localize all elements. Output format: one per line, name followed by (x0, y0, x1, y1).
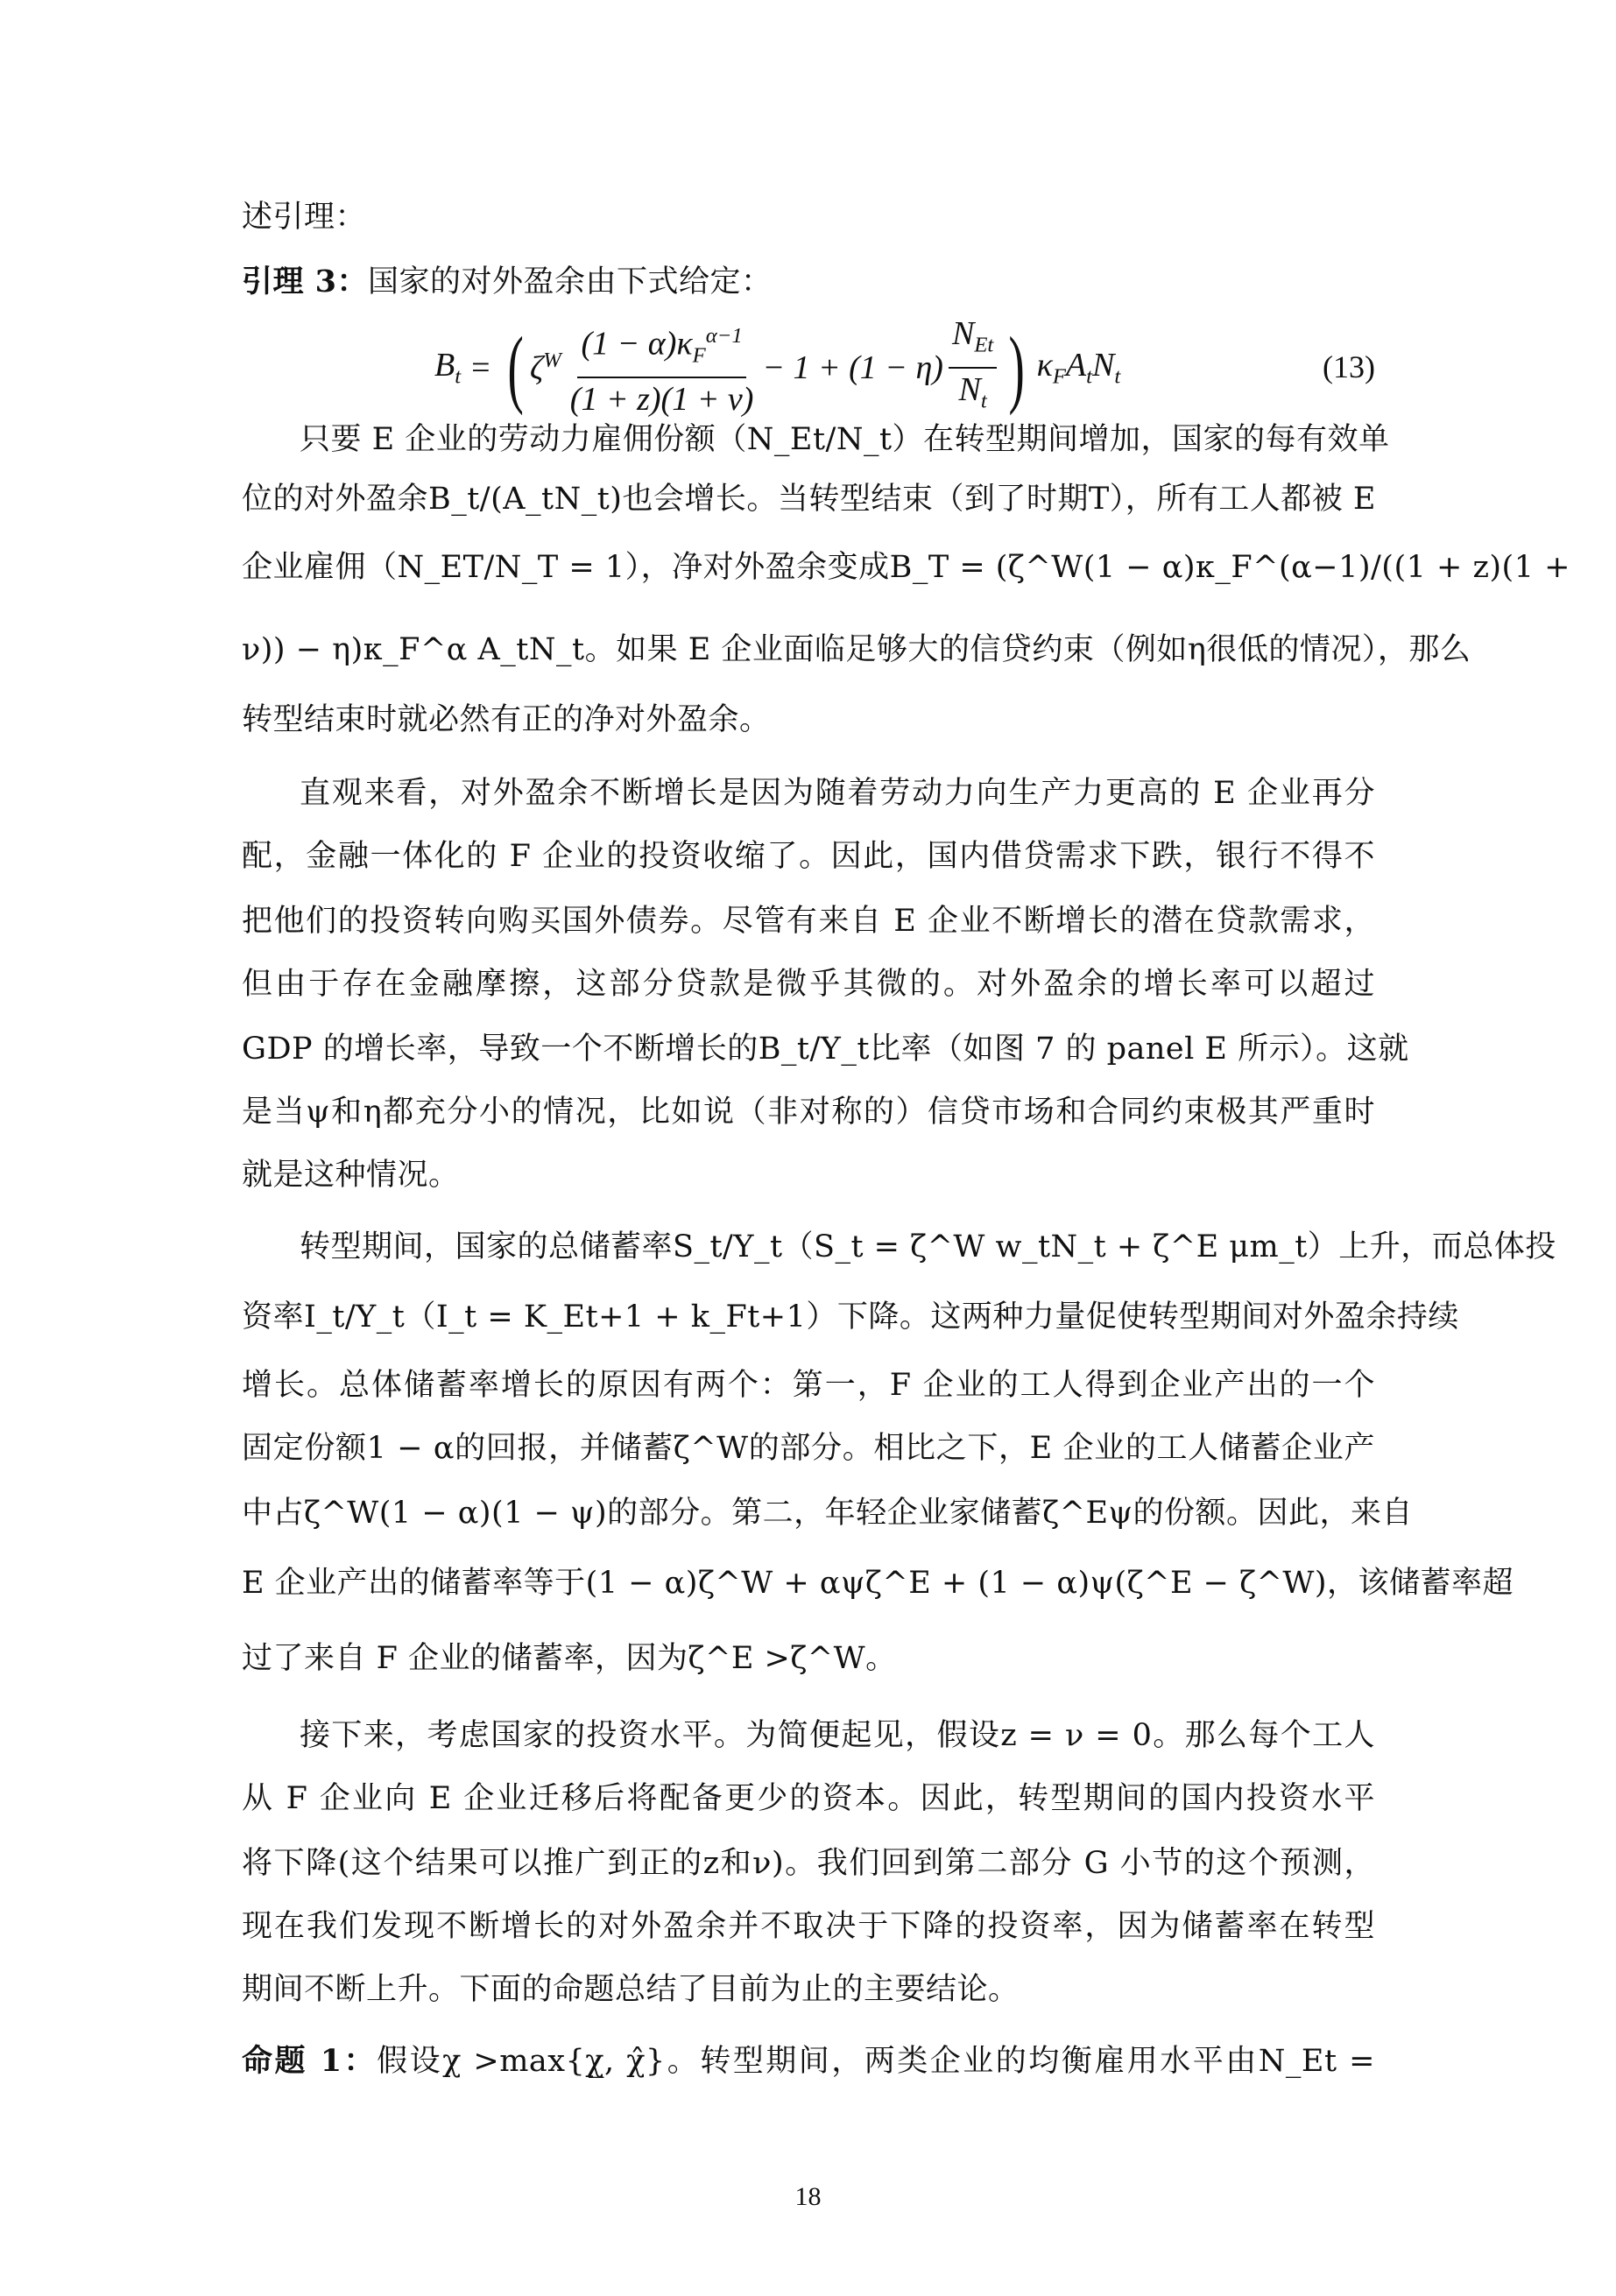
paragraph-line: ν)) − η)κ_F^α A_tN_t。如果 E 企业面临足够大的信贷约束（例如η很低的情况），那么 (242, 632, 1471, 667)
paragraph-line: 就是这种情况。 (242, 1158, 460, 1193)
continuation-text: 述引理： (242, 200, 367, 235)
lemma-text: 国家的对外盈余由下式给定： (368, 264, 773, 299)
paragraph-line: 固定份额1 − α的回报，并储蓄ζ^W的部分。相比之下，E 企业的工人储蓄企业产 (242, 1431, 1375, 1466)
proposition-label: 命题 1： (242, 2043, 378, 2079)
fraction-1: $\frac{(1 - \alpha)\kappa_F^{\alpha-1}}{(1 + z)(1 + \nu)}$ (567, 317, 758, 419)
eq-zeta: $\zeta^W$ (529, 348, 561, 387)
eq-lhs: $B_t$ (434, 347, 462, 389)
paragraph-line: 企业雇佣（N_ET/N_T = 1），净对外盈余变成B_T = (ζ^W(1 − α)κ_F^(α−1)/((1 + z)(1 + (242, 550, 1570, 585)
lemma-heading (242, 263, 1375, 301)
paragraph-line: 只要 E 企业的劳动力雇佣份额（N_Et/N_t）在转型期间增加，国家的每有效单 (300, 422, 1390, 457)
lemma-label: 引理 3： (242, 264, 369, 299)
right-paren: ) (1008, 319, 1026, 416)
paragraph-line: E 企业产出的储蓄率等于(1 − α)ζ^W + αψζ^E + (1 − α)ψ(ζ^E − ζ^W)，该储蓄率超 (242, 1566, 1514, 1601)
paragraph-line: 配，金融一体化的 F 企业的投资收缩了。因此，国内借贷需求下跌，银行不得不 (242, 839, 1375, 874)
paragraph-line: 从 F 企业向 E 企业迁移后将配备更少的资本。因此，转型期间的国内投资水平 (242, 1781, 1375, 1816)
paragraph-line: 期间不断上升。下面的命题总结了目前为止的主要结论。 (242, 1972, 1020, 2007)
eq-tail: $\kappa_FA_tN_t$ (1036, 347, 1121, 389)
left-paren: ( (507, 319, 524, 416)
paragraph-line: 但由于存在金融摩擦，这部分贷款是微乎其微的。对外盈余的增长率可以超过 (242, 967, 1375, 1002)
paragraph-line: 把他们的投资转向购买国外债券。尽管有来自 E 企业不断增长的潜在贷款需求， (242, 904, 1375, 939)
equation-13: $B_t$ = ( $\zeta^W$ $\frac{(1 - \alpha)\kappa_F^{\alpha-1}}{(1 + z)(1 + \nu)}$ − 1 + (1 − η) $\frac{N_{Et}}{N_t}$ ) $\kappa_FA_tN_t$ (13) (242, 315, 1375, 420)
paragraph-line: 位的对外盈余B_t/(A_tN_t)也会增长。当转型结束（到了时期T），所有工人都被 E (242, 482, 1376, 517)
proposition-text: 假设χ >max{χ̲, χ̂}。转型期间，两类企业的均衡雇用水平由N_Et = (377, 2044, 1375, 2079)
page-number: 18 (794, 2182, 822, 2211)
paragraph-line: 资率I_t/Y_t（I_t = K_Et+1 + k_Ft+1）下降。这两种力量促使转型期间对外盈余持续 (242, 1299, 1459, 1335)
paragraph-line: GDP 的增长率，导致一个不断增长的B_t/Y_t比率（如图 7 的 panel E 所示）。这就 (242, 1032, 1409, 1067)
paragraph-line: 增长。总体储蓄率增长的原因有两个：第一，F 企业的工人得到企业产出的一个 (242, 1368, 1375, 1403)
paragraph-line: 中占ζ^W(1 − α)(1 − ψ)的部分。第二，年轻企业家储蓄ζ^Eψ的份额。因此，来自 (242, 1496, 1413, 1531)
paragraph-line: 现在我们发现不断增长的对外盈余并不取决于下降的投资率，因为储蓄率在转型 (242, 1909, 1375, 1944)
paragraph-line: 过了来自 F 企业的储蓄率，因为ζ^E >ζ^W。 (242, 1641, 897, 1676)
paragraph-line: 转型结束时就必然有正的净对外盈余。 (242, 702, 771, 737)
equation-number: (13) (1323, 349, 1375, 384)
paragraph-line: 转型期间，国家的总储蓄率S_t/Y_t（S_t = ζ^W w_tN_t + ζ^E μm_t）上升，而总体投 (300, 1229, 1556, 1264)
paragraph-line: 直观来看，对外盈余不断增长是因为随着劳动力向生产力更高的 E 企业再分 (300, 776, 1375, 811)
proposition-heading (242, 2042, 1375, 2081)
paragraph-line: 是当ψ和η都充分小的情况，比如说（非对称的）信贷市场和合同约束极其严重时 (242, 1095, 1375, 1130)
paragraph-line: 接下来，考虑国家的投资水平。为简便起见，假设z = ν = 0。那么每个工人 (300, 1718, 1375, 1753)
eq-middle: − 1 + (1 − η) (762, 349, 943, 386)
fraction-2: $\frac{N_{Et}}{N_t}$ (949, 314, 997, 420)
paragraph-line: 将下降(这个结果可以推广到正的z和ν)。我们回到第二部分 G 小节的这个预测， (242, 1846, 1375, 1881)
